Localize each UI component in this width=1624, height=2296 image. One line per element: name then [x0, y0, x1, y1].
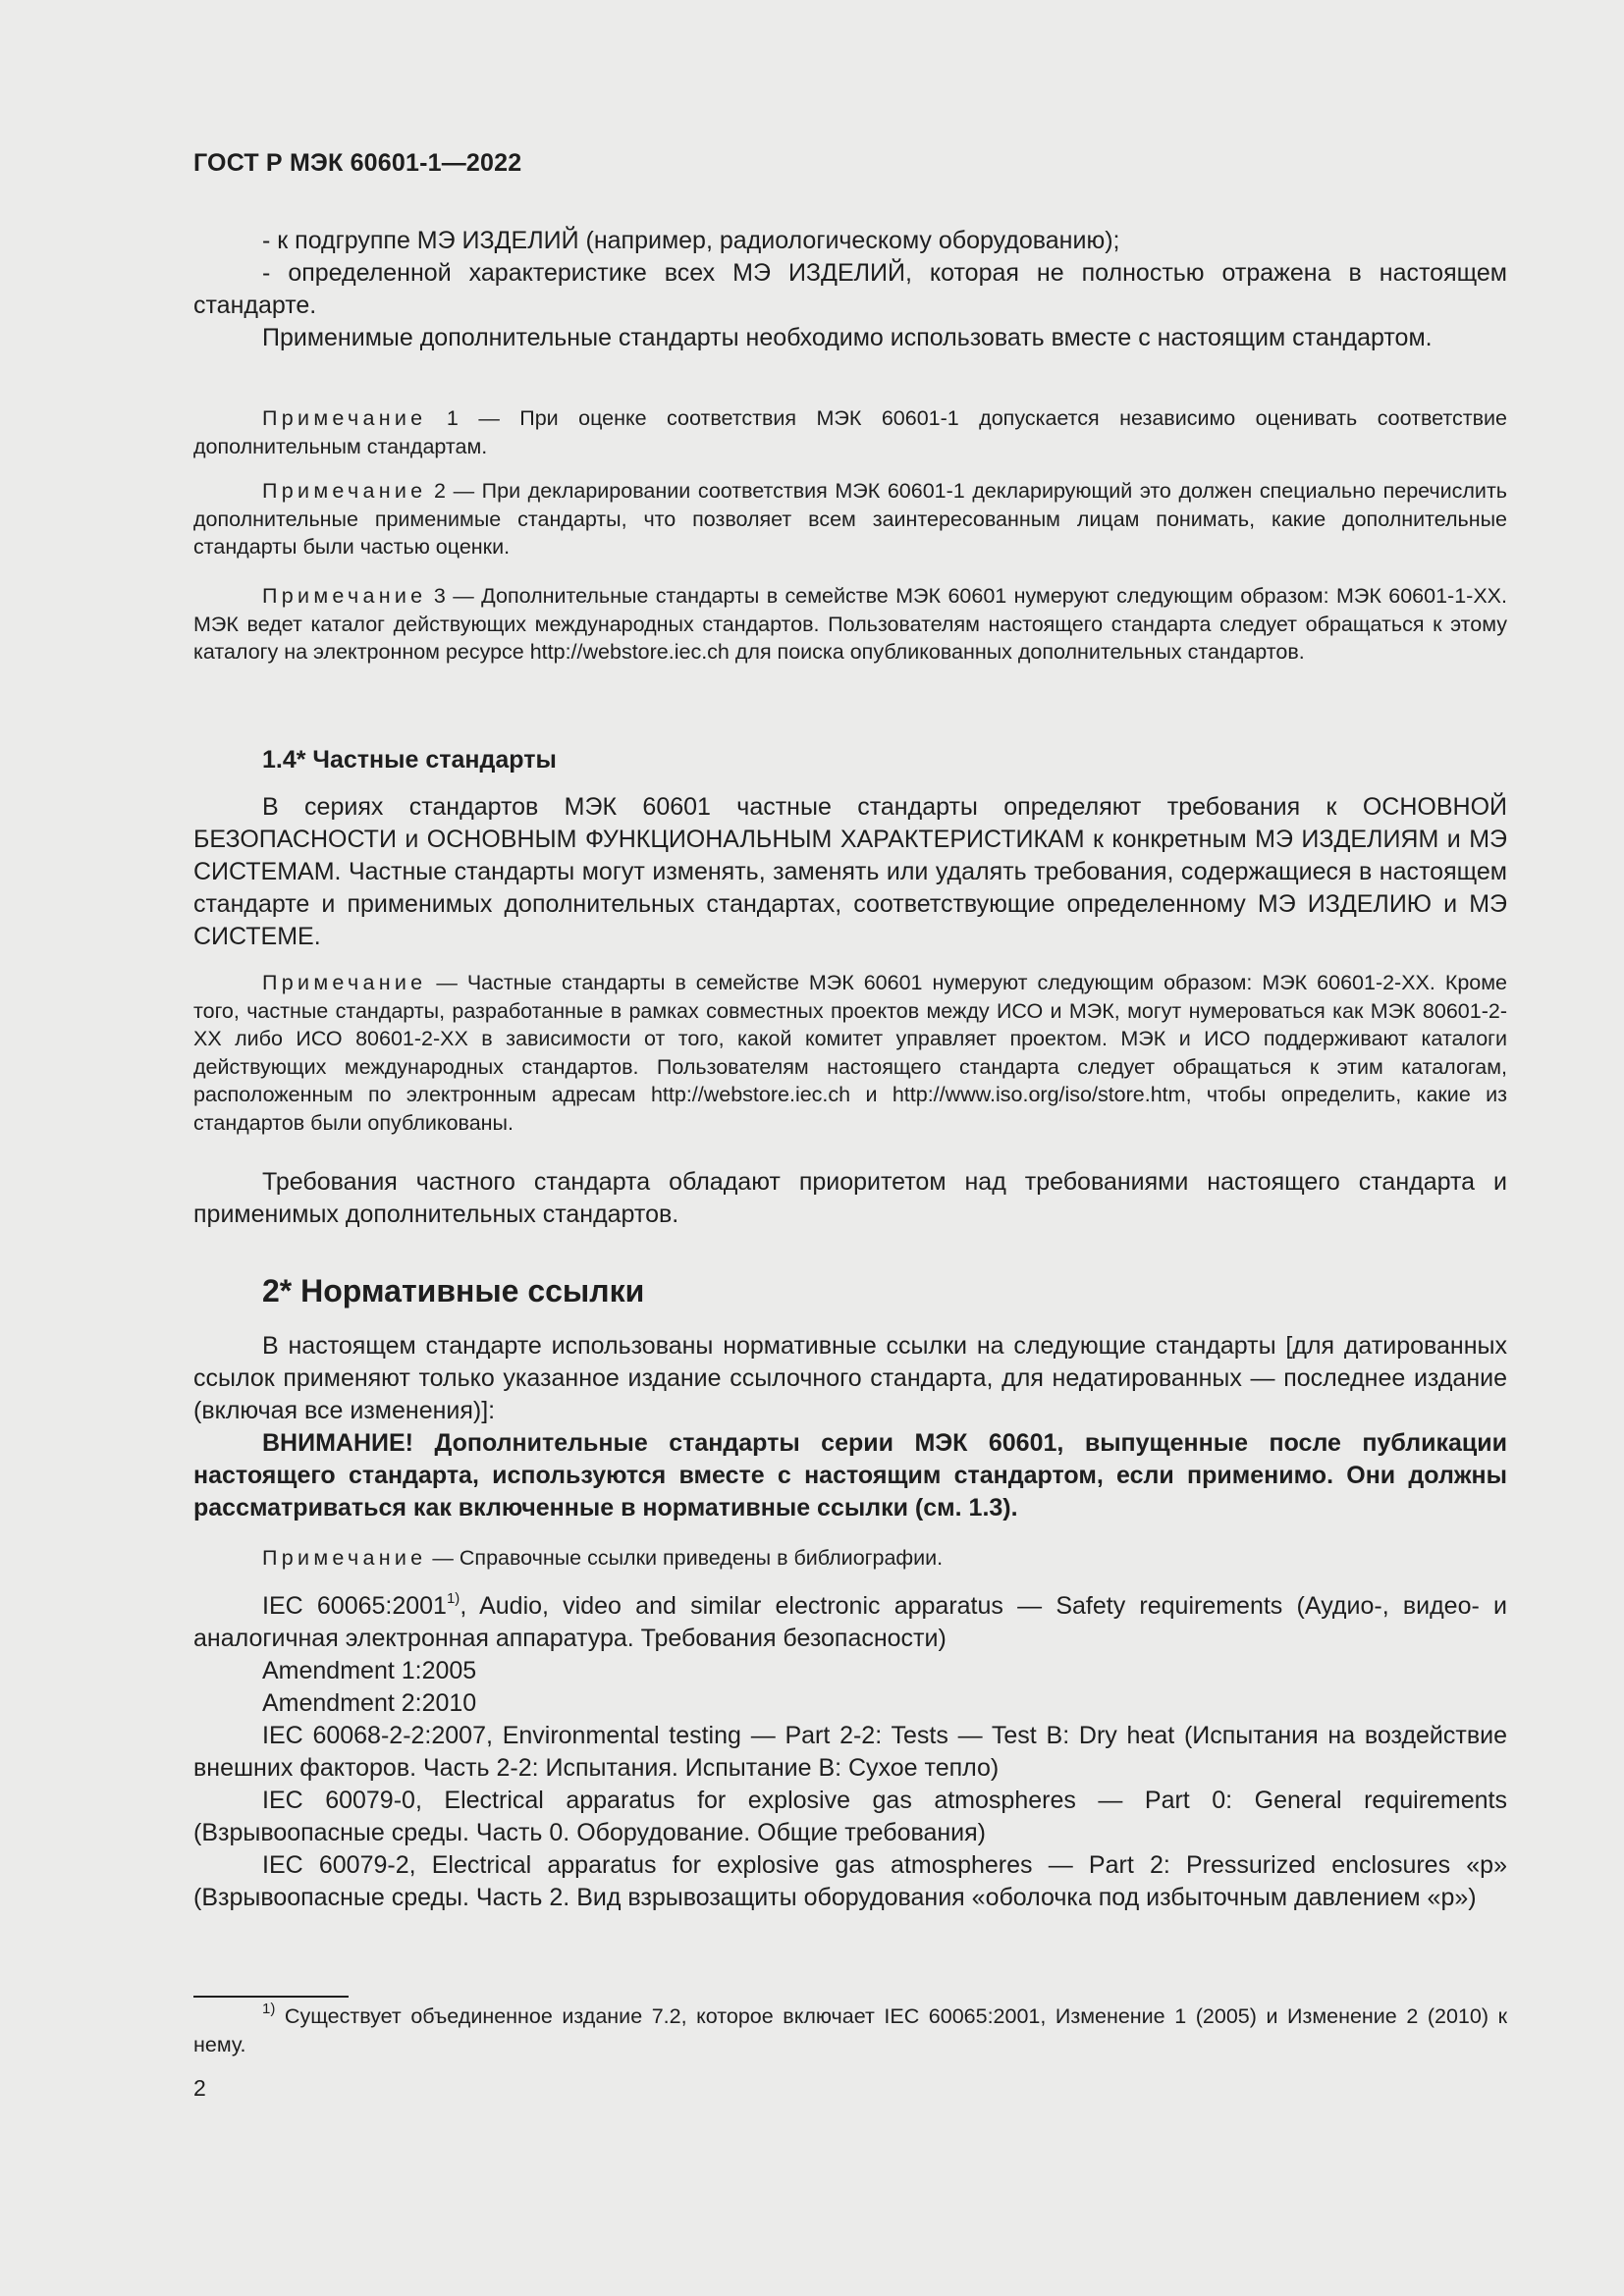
footnote: [193, 2002, 1507, 2058]
paragraph: В настоящем стандарте использованы нормативные ссылки на следующие стандарты [для датированных ссылок применяют только указанное издание ссылочного стандарта, для недатированных — последнее издание (включая все изменения)]:: [193, 1332, 1507, 1424]
footnote-marker: 1): [446, 1589, 460, 1607]
section-2-body: [193, 1330, 1507, 1524]
notes-block: [193, 404, 1507, 460]
warning-paragraph: ВНИМАНИЕ! Дополнительные стандарты серии МЭК 60601, выпущенные после публикации настоящего стандарта, используются вместе с настоящим стандартом, если применимо. Они должны рассматриваться как включенные в нормативные ссылки (см. 1.3).: [193, 1429, 1507, 1522]
note-1: [193, 404, 1507, 460]
note: [193, 1544, 1507, 1573]
intro-block: [193, 225, 1507, 354]
paragraph: Применимые дополнительные стандарты необходимо использовать вместе с настоящим стандартом.: [262, 324, 1433, 351]
reference-code: IEC 60065:2001: [262, 1592, 447, 1620]
dash-item: - определенной характеристике всех МЭ ИЗДЕЛИЙ, которая не полностью отражена в настоящем стандарте.: [193, 259, 1507, 319]
note-label: Примечание: [262, 971, 427, 994]
note-text: — Дополнительные стандарты в семействе МЭК 60601 нумеруют следующим образом: МЭК 60601-1-ХХ. МЭК ведет каталог действующих международных стандартов. Пользователям настоящего стандарта следует обращаться к этому каталогу на электронном ресурсе http://webstore.iec.ch для поиска опубликованных дополнительных стандартов.: [193, 584, 1507, 664]
note-text: — При декларировании соответствия МЭК 60601-1 декларирующий это должен специально перечислить дополнительные применимые стандарты, что позволяет всем заинтересованным лицам понимать, какие дополнительные стандарты были частью оценки.: [193, 479, 1507, 559]
note-number: 1: [446, 406, 459, 430]
document-header: ГОСТ Р МЭК 60601-1—2022: [193, 149, 522, 177]
reference-item: IEC 60079-2, Electrical apparatus for explosive gas atmospheres — Part 2: Pressurized enclosures «p» (Взрывоопасные среды. Часть 2. Вид взрывозащиты оборудования «оболочка под избыточным давлением «p»): [193, 1851, 1507, 1911]
footnote-marker: 1): [262, 2000, 276, 2017]
reference-amendment: Amendment 1:2005: [262, 1657, 477, 1684]
footnote-divider: [193, 1996, 349, 1998]
section-1-4-note: [193, 969, 1507, 1137]
note-3: [193, 582, 1507, 667]
note-text: — При оценке соответствия МЭК 60601-1 допускается независимо оценивать соответствие дополнительным стандартам.: [193, 406, 1507, 458]
footnote-text: [193, 2002, 1507, 2058]
footnote-body: Существует объединенное издание 7.2, которое включает IEC 60065:2001, Изменение 1 (2005) и Изменение 2 (2010) к нему.: [193, 2004, 1507, 2056]
section-heading-1-4: 1.4* Частные стандарты: [262, 746, 557, 774]
note-label: Примечание: [262, 1546, 427, 1570]
reference-amendment: Amendment 2:2010: [262, 1689, 477, 1717]
page-number: 2: [193, 2075, 206, 2101]
reference-item: [193, 1590, 1507, 1655]
dash-item: - к подгруппе МЭ ИЗДЕЛИЙ (например, радиологическому оборудованию);: [262, 227, 1120, 254]
section-heading-2: 2* Нормативные ссылки: [262, 1273, 645, 1308]
note-number: 2: [434, 479, 447, 503]
note-label: Примечание: [262, 479, 427, 503]
paragraph: В сериях стандартов МЭК 60601 частные стандарты определяют требования к ОСНОВНОЙ БЕЗОПАСНОСТИ и ОСНОВНЫМ ФУНКЦИОНАЛЬНЫМ ХАРАКТЕРИСТИКАМ к конкретным МЭ ИЗДЕЛИЯМ и МЭ СИСТЕМАМ. Частные стандарты могут изменять, заменять или удалять требования, содержащиеся в настоящем стандарте и применимых дополнительных стандартах, соответствующие определенному МЭ ИЗДЕЛИЮ и МЭ СИСТЕМЕ.: [193, 793, 1507, 950]
reference-item: IEC 60079-0, Electrical apparatus for explosive gas atmospheres — Part 0: General requirements (Взрывоопасные среды. Часть 0. Оборудование. Общие требования): [193, 1787, 1507, 1846]
section-1-4-body: [193, 791, 1507, 953]
notes-block: [193, 477, 1507, 561]
section-1-4-body: [193, 1166, 1507, 1231]
note-text: — Частные стандарты в семействе МЭК 60601 нумеруют следующим образом: МЭК 60601-2-ХХ. Кроме того, частные стандарты, разработанные в рамках совместных проектов между ИСО и МЭК, могут нумероваться как МЭК 80601-2-ХХ либо ИСО 80601-2-ХХ в зависимости от того, какой комитет управляет проектом. МЭК и ИСО поддерживают каталоги действующих международных стандартов. Пользователям настоящего стандарта следует обращаться к этим каталогам, расположенным по электронным адресам http://webstore.iec.ch и http://www.iso.org/iso/store.htm, чтобы определить, какие из стандартов были опубликованы.: [193, 971, 1507, 1135]
note-label: Примечание: [262, 406, 427, 430]
reference-text: , Audio, video and similar electronic apparatus — Safety requirements (Аудио-, видео- и аналогичная электронная аппаратура. Требования безопасности): [193, 1592, 1507, 1652]
note-2: [193, 477, 1507, 561]
references-list: [193, 1590, 1507, 1914]
notes-block: [193, 582, 1507, 667]
note-text: — Справочные ссылки приведены в библиографии.: [426, 1546, 944, 1570]
note-label: Примечание: [262, 584, 427, 608]
note-number: 3: [433, 584, 446, 608]
paragraph: Требования частного стандарта обладают приоритетом над требованиями настоящего стандарта и применимых дополнительных стандартов.: [193, 1168, 1507, 1228]
note: [193, 969, 1507, 1137]
reference-item: IEC 60068-2-2:2007, Environmental testing — Part 2-2: Tests — Test B: Dry heat (Испытания на воздействие внешних факторов. Часть 2-2: Испытания. Испытание В: Сухое тепло): [193, 1722, 1507, 1782]
section-2-note: [193, 1544, 1507, 1573]
